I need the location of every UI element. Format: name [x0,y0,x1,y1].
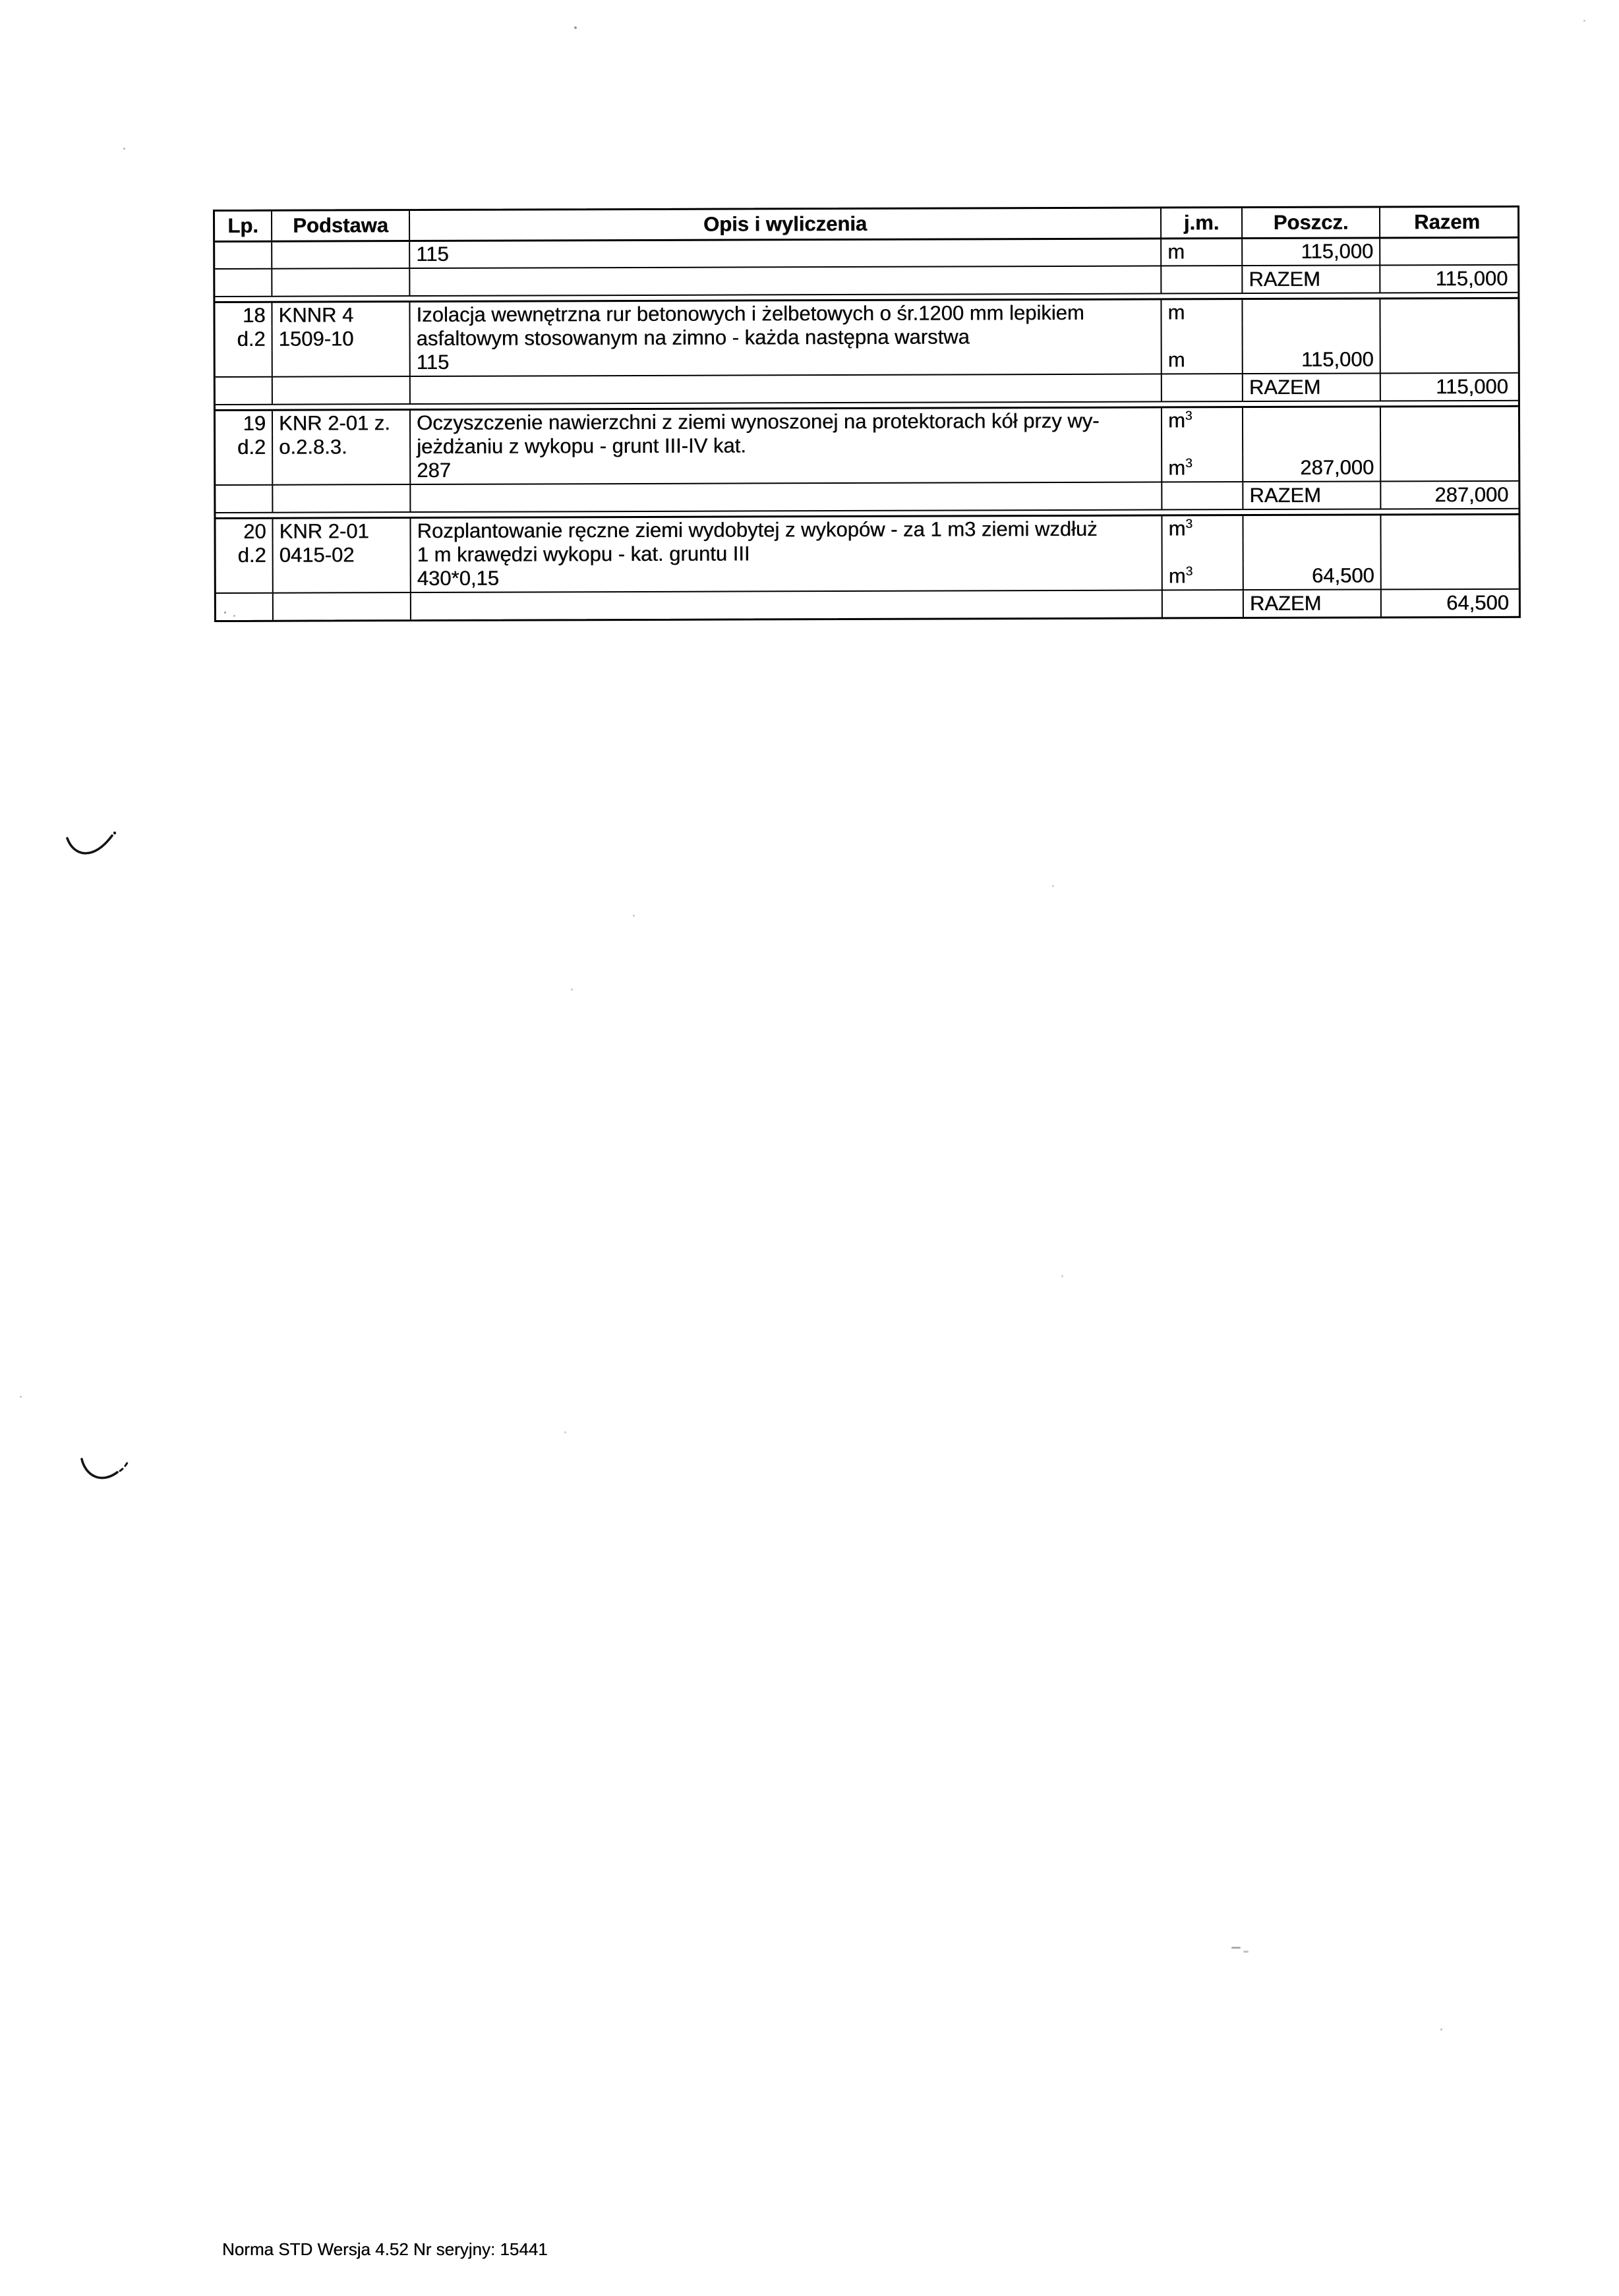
unit-cell: m [1162,347,1243,373]
scan-speck [1231,1947,1241,1949]
handwritten-check-arc [62,829,123,863]
header-podstawa: Podstawa [272,211,410,241]
item-row [216,323,1518,351]
item-dzial: d.2 [216,327,273,351]
header-razem: Razem [1414,210,1481,234]
scan-speck [1583,20,1585,22]
razem-label: RAZEM [1243,374,1381,401]
podstawa-line: KNR 2-01 z. [273,411,411,435]
podstawa-line: KNR 2-01 [273,519,411,543]
item-block-18 [215,299,1517,404]
item-row [216,431,1518,459]
item-dzial: d.2 [216,435,273,459]
razem-row [216,590,1519,620]
podstawa-line: 1509-10 [273,326,411,351]
item-number: 20 [216,519,273,543]
description-line: Rozplantowanie ręczne ziemi wydobytej z wykopów - za 1 m3 ziemi wzdłuż [411,516,1162,542]
description-line: jeżdżaniu z wykopu - grunt III-IV kat. [411,432,1162,458]
poszcz-value: 287,000 [1243,455,1381,481]
item-row [216,407,1518,435]
poszcz-value: 115,000 [1243,239,1380,265]
scan-speck [564,1431,566,1433]
handwritten-check-arc [76,1451,137,1489]
calc-expression: 115 [411,347,1162,376]
calc-row [215,239,1517,270]
unit-cell: $m^3$ [1163,563,1244,589]
poszcz-value: 115,000 [1243,347,1381,373]
header-jm: j.m. [1162,208,1243,237]
item-row [216,539,1519,567]
razem-row [215,266,1517,296]
razem-total: 115,000 [1435,266,1508,291]
scan-speck [123,148,125,150]
scan-speck [571,989,573,990]
scan-speck [1440,2028,1442,2030]
razem-row [216,482,1518,512]
app-version-footer: Norma STD Wersja 4.52 Nr seryjny: 15441 [222,2239,548,2259]
razem-total: 287,000 [1434,482,1509,507]
scan-speck [233,615,235,617]
scan-speck [1052,885,1054,887]
header-poszcz: Poszcz. [1243,208,1380,237]
podstawa-line: KNNR 4 [272,302,410,327]
scan-speck [224,612,226,614]
item-block-20 [216,515,1518,620]
description-line: 1 m krawędzi wykopu - kat. gruntu III [411,540,1163,566]
table-header-row [215,208,1517,243]
calc-row [216,347,1518,378]
header-opis: Opis i wyliczenia [410,208,1162,240]
unit-cell: $m^3$ [1162,516,1243,540]
item-number: 19 [216,411,273,435]
calc-expression: 115 [410,239,1162,268]
scan-speck [20,1396,22,1398]
scan-speck [633,915,635,917]
razem-total: 115,000 [1436,374,1508,399]
item-row [215,299,1517,327]
razem-row [216,374,1518,404]
calc-expression: 287 [411,455,1162,484]
podstawa-line: o.2.8.3. [273,434,411,459]
description-line: Izolacja wewnętrzna rur betonowych i żelbetowych o śr.1200 mm lepikiem [410,300,1162,326]
item-block-continuation [215,239,1517,296]
calc-row [216,563,1519,594]
item-number: 18 [215,303,272,327]
scan-speck [1061,1275,1063,1277]
razem-label: RAZEM [1243,266,1380,293]
unit-cell: $m^3$ [1162,408,1243,432]
description-line: asfaltowym stosowanym na zimno - każda następna warstwa [411,324,1162,350]
unit-cell: $m^3$ [1162,455,1243,481]
podstawa-line: 0415-02 [274,542,411,567]
cost-estimate-table [213,206,1521,622]
unit-cell: m [1162,300,1243,324]
poszcz-value: 64,500 [1244,563,1382,589]
razem-total: 64,500 [1446,590,1509,615]
unit-cell: m [1162,239,1243,265]
calc-row [216,455,1518,486]
item-dzial: d.2 [216,543,274,567]
scan-speck [1243,1951,1249,1953]
razem-label: RAZEM [1243,482,1381,509]
razem-label: RAZEM [1244,590,1382,617]
item-row [216,515,1518,543]
item-block-19 [216,407,1518,512]
calc-expression: 430*0,15 [411,563,1163,592]
header-lp: Lp. [215,212,272,241]
scan-speck [574,26,577,29]
description-line: Oczyszczenie nawierzchni z ziemi wynoszonej na protektorach kół przy wy- [411,408,1162,434]
